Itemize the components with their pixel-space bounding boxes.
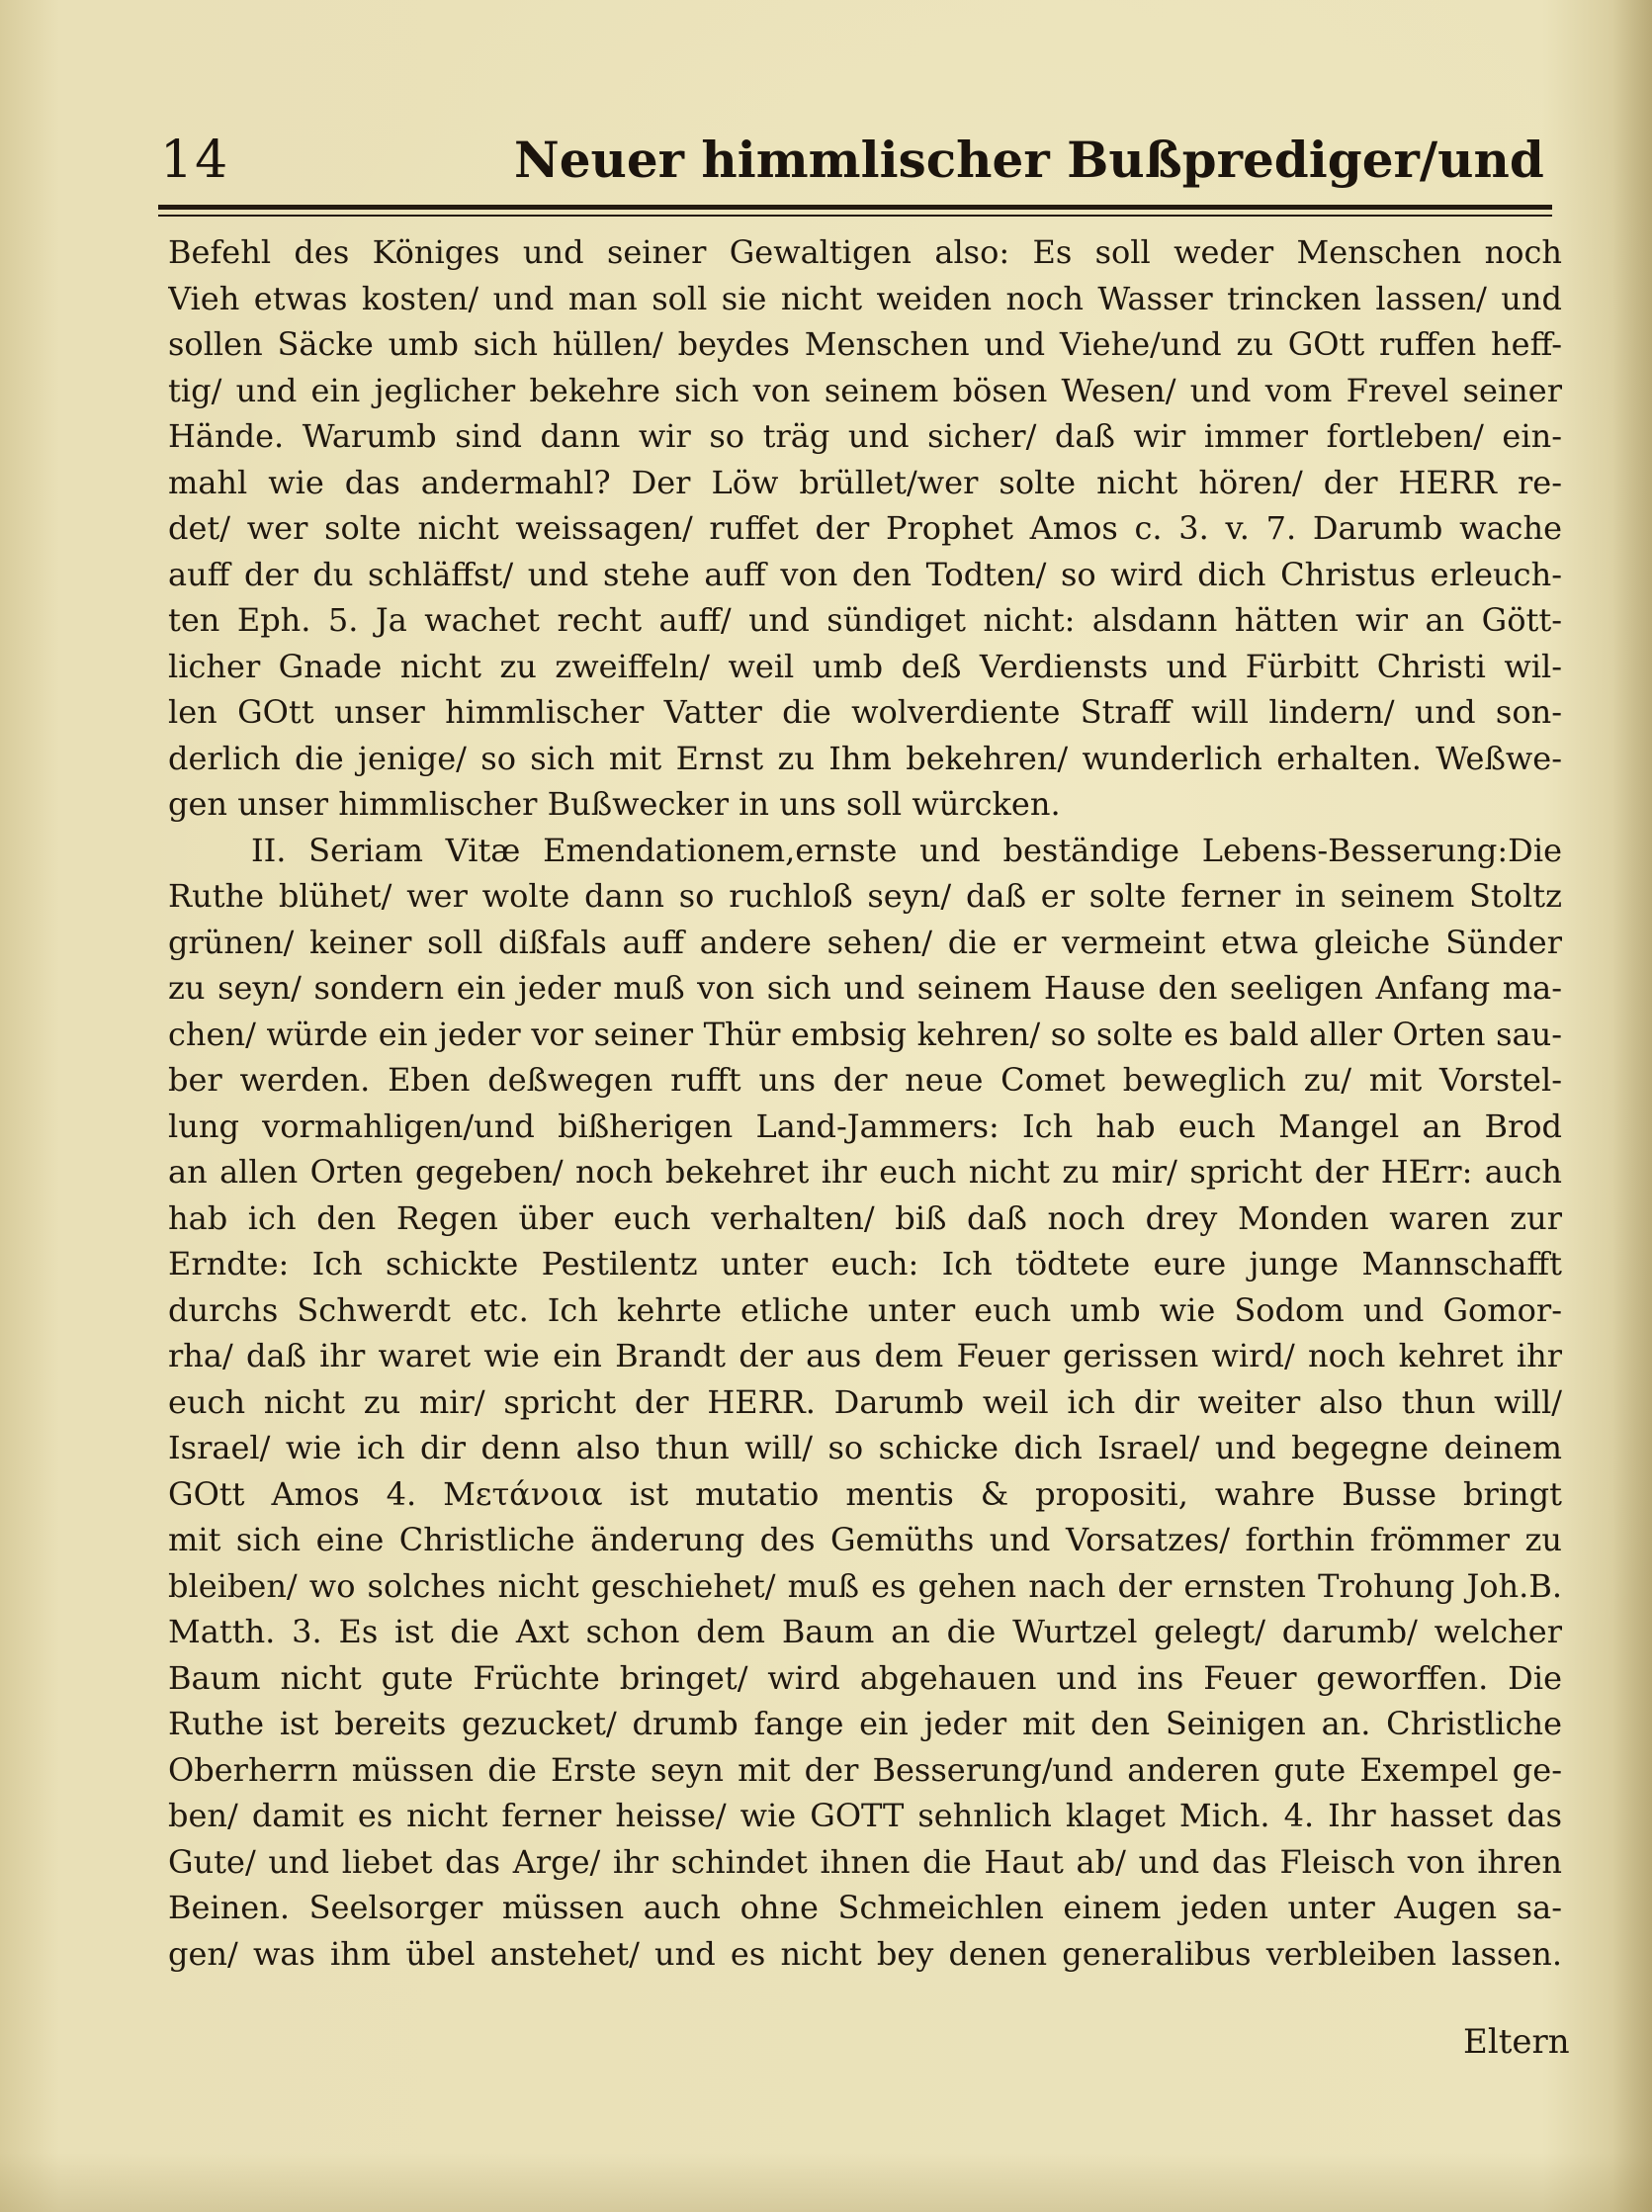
text-line: durchs Schwerdt etc. Ich kehrte etliche unter euch umb wie Sodom und Gomor-: [168, 1290, 1562, 1329]
text-line: mahl wie das andermahl? Der Löw brüllet/wer solte nicht hören/ der HERR re-: [168, 463, 1562, 501]
text-line: chen/ würde ein jeder vor seiner Thür embsig kehren/ so solte es bald aller Orten sau-: [168, 1015, 1562, 1053]
text-line: euch nicht zu mir/ spricht der HERR. Darumb weil ich dir weiter also thun will/: [168, 1382, 1562, 1421]
page-bottom-shadow: [0, 2153, 1652, 2212]
text-line: Baum nicht gute Früchte bringet/ wird abgehauen und ins Feuer geworffen. Die: [168, 1658, 1562, 1697]
text-line: Matth. 3. Es ist die Axt schon dem Baum an die Wurtzel gelegt/ darumb/ welcher: [168, 1613, 1562, 1650]
text-line: Beinen. Seelsorger müssen auch ohne Schmeichlen einem jeden unter Augen sa-: [168, 1889, 1562, 1926]
text-line: Befehl des Königes und seiner Gewaltigen also: Es soll weder Menschen noch: [168, 233, 1562, 271]
text-line: II. Seriam Vitæ Emendationem,ernste und beständige Lebens-Besserung:Die: [251, 831, 1562, 869]
text-line: sollen Säcke umb sich hüllen/ beydes Menschen und Viehe/und zu GOtt ruffen heff-: [168, 325, 1562, 363]
text-line: gen unser himmlischer Bußwecker in uns soll würcken.: [168, 785, 1061, 823]
text-line: lung vormahligen/und bißherigen Land-Jammers: Ich hab euch Mangel an Brod: [168, 1106, 1562, 1145]
text-line: zu seyn/ sondern ein jeder muß von sich und seinem Hause den seeligen Anfang ma-: [168, 969, 1562, 1007]
text-line: ber werden. Eben deßwegen rufft uns der neue Comet beweglich zu/ mit Vorstel-: [168, 1061, 1562, 1099]
text-line: derlich die jenige/ so sich mit Ernst zu Ihm bekehren/ wunderlich erhalten. Weßwe-: [168, 739, 1562, 777]
text-line: Erndte: Ich schickte Pestilentz unter euch: Ich tödtete eure junge Mannschafft: [168, 1245, 1562, 1283]
catchword: Eltern: [1463, 2022, 1570, 2062]
text-line: len GOtt unser himmlischer Vatter die wolverdiente Straff will lindern/ und son-: [168, 693, 1562, 731]
text-line: gen/ was ihm übel anstehet/ und es nicht bey denen generalibus verbleiben lassen.: [168, 1934, 1562, 1973]
text-line: Hände. Warumb sind dann wir so träg und sicher/ daß wir immer fortleben/ ein-: [168, 417, 1562, 455]
page-edge-shadow: [1612, 0, 1652, 2212]
page-number: 14: [160, 131, 230, 190]
header-rule-thin: [158, 215, 1552, 217]
text-line: GOtt Amos 4. Μετάνοια ist mutatio mentis & propositi, wahre Busse bringt: [168, 1474, 1562, 1513]
header-rule: [158, 205, 1552, 210]
text-line: hab ich den Regen über euch verhalten/ biß daß noch drey Monden waren zur: [168, 1198, 1562, 1237]
text-line: ten Eph. 5. Ja wachet recht auff/ und sündiget nicht: alsdann hätten wir an Gött-: [168, 601, 1562, 639]
text-line: tig/ und ein jeglicher bekehre sich von seinem bösen Wesen/ und vom Frevel seiner: [168, 371, 1562, 409]
text-line: det/ wer solte nicht weissagen/ ruffet der Prophet Amos c. 3. v. 7. Darumb wache: [168, 509, 1562, 547]
text-line: Ruthe blühet/ wer wolte dann so ruchloß seyn/ daß er solte ferner in seinem Stoltz: [168, 877, 1562, 915]
text-line: an allen Orten gegeben/ noch bekehret ihr euch nicht zu mir/ spricht der HErr: auch: [168, 1153, 1562, 1191]
text-line: licher Gnade nicht zu zweiffeln/ weil umb deß Verdiensts und Fürbitt Christi wil-: [168, 647, 1562, 685]
text-line: bleiben/ wo solches nicht geschiehet/ muß es gehen nach der ernsten Trohung Joh.B.: [168, 1566, 1562, 1605]
text-line: mit sich eine Christliche änderung des Gemüths und Vorsatzes/ forthin frömmer zu: [168, 1521, 1562, 1558]
running-title: Neuer himmlischer Bußprediger/und: [514, 131, 1544, 189]
text-line: Oberherrn müssen die Erste seyn mit der Besserung/und anderen gute Exempel ge-: [168, 1750, 1562, 1789]
text-line: ben/ damit es nicht ferner heisse/ wie GOTT sehnlich klaget Mich. 4. Ihr hasset das: [168, 1797, 1562, 1834]
text-line: Vieh etwas kosten/ und man soll sie nicht weiden noch Wasser trincken lassen/ und: [168, 279, 1562, 317]
text-line: grünen/ keiner soll dißfals auff andere sehen/ die er vermeint etwa gleiche Sünder: [168, 923, 1562, 961]
text-line: Ruthe ist bereits gezucket/ drumb fange ein jeder mit den Seinigen an. Christliche: [168, 1705, 1562, 1742]
text-line: auff der du schläffst/ und stehe auff von den Todten/ so wird dich Christus erleuch-: [168, 555, 1562, 593]
text-line: Gute/ und liebet das Arge/ ihr schindet ihnen die Haut ab/ und das Fleisch von ihren: [168, 1842, 1562, 1881]
text-line: Israel/ wie ich dir denn also thun will/ so schicke dich Israel/ und begegne deinem: [168, 1429, 1562, 1466]
text-line: rha/ daß ihr waret wie ein Brandt der aus dem Feuer gerissen wird/ noch kehret ihr: [168, 1337, 1562, 1374]
body-text: [168, 229, 1562, 1977]
